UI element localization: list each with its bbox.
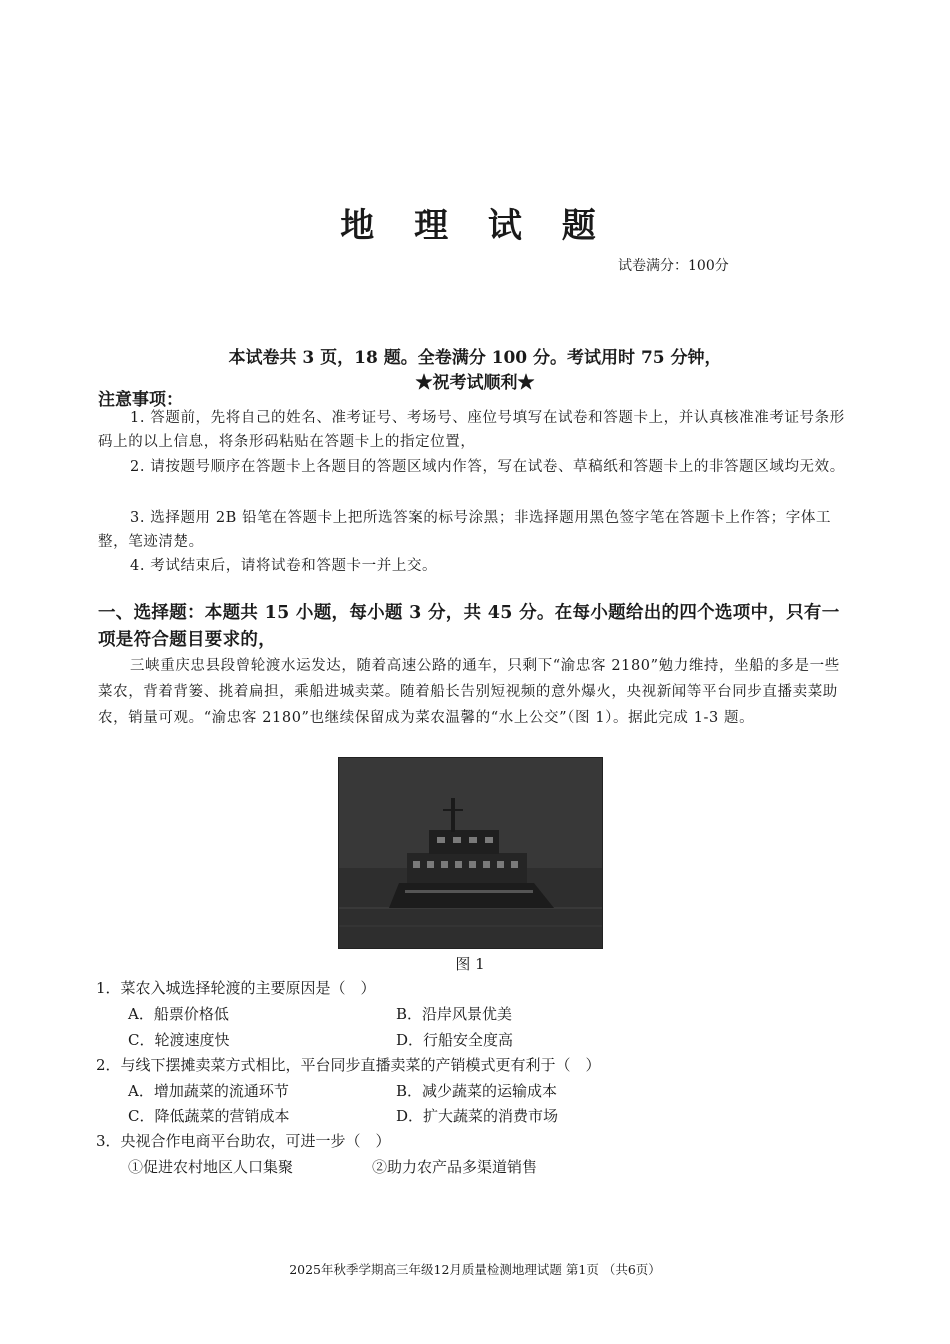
question-3-option-2: ②助力农产品多渠道销售 xyxy=(372,1158,538,1176)
exam-summary: 本试卷共 3 页，18 题。全卷满分 100 分。考试用时 75 分钟， xyxy=(228,348,722,368)
reading-passage: 三峡重庆忠县段曾轮渡水运发达，随着高速公路的通车，只剩下“渝忠客 2180”勉力维持，坐船的多是一些菜农，背着背篓、挑着扁担，乘船进城卖菜。随着船长告别短视频的意外爆火，央视新闻等平台同步直播卖菜助农，销量可观。“渝忠客 2180”也继续保留成为菜农温馨的“水上公交”（图 1）。据此完成 1-3 题。 xyxy=(98,658,840,726)
question-1-option-d: D．行船安全度高 xyxy=(396,1031,514,1049)
exam-wish: ★祝考试顺利★ xyxy=(415,373,535,393)
page-footer: 2025年秋季学期高三年级12月质量检测地理试题 第1页 （共6页） xyxy=(289,1262,661,1277)
ferry-illustration xyxy=(339,758,602,948)
question-1-stem: 1．菜农入城选择轮渡的主要原因是（ ） xyxy=(96,979,376,997)
notice-item-1: 1. 答题前，先将自己的姓名、准考证号、考场号、座位号填写在试卷和答题卡上，并认真核准准考证号条形码上的以上信息，将条形码粘贴在答题卡上的指定位置， xyxy=(98,410,845,450)
ferry-photo xyxy=(338,757,603,949)
page-title: 地 理 试 题 xyxy=(340,206,610,246)
figure-caption: 图 1 xyxy=(455,955,485,973)
question-3-option-1: ①促进农村地区人口集聚 xyxy=(128,1158,294,1176)
full-score: 试卷满分：100分 xyxy=(618,258,729,274)
notice-item-3: 3. 选择题用 2B 铅笔在答题卡上把所选答案的标号涂黑；非选择题用黑色签字笔在答题卡上作答；字体工整，笔迹清楚。 xyxy=(98,510,832,550)
question-1-option-b: B．沿岸风景优美 xyxy=(396,1005,513,1023)
notice-item-4: 4. 考试结束后，请将试卷和答题卡一并上交。 xyxy=(130,558,438,574)
question-1-option-c: C．轮渡速度快 xyxy=(128,1031,230,1049)
section-heading: 一、选择题：本题共 15 小题，每小题 3 分，共 45 分。在每小题给出的四个选项中，只有一项是符合题目要求的， xyxy=(98,603,840,650)
question-3-stem: 3．央视合作电商平台助农，可进一步（ ） xyxy=(96,1132,391,1150)
notice-heading: 注意事项： xyxy=(98,390,183,410)
question-2-option-a: A．增加蔬菜的流通环节 xyxy=(128,1082,289,1100)
question-2-option-b: B．减少蔬菜的运输成本 xyxy=(396,1082,558,1100)
question-1-option-a: A．船票价格低 xyxy=(128,1005,229,1023)
question-2-option-d: D．扩大蔬菜的消费市场 xyxy=(396,1107,559,1125)
question-2-option-c: C．降低蔬菜的营销成本 xyxy=(128,1107,290,1125)
question-2-stem: 2．与线下摆摊卖菜方式相比，平台同步直播卖菜的产销模式更有利于（ ） xyxy=(96,1056,601,1074)
notice-item-2: 2. 请按题号顺序在答题卡上各题目的答题区域内作答，写在试卷、草稿纸和答题卡上的非答题区域均无效。 xyxy=(130,459,845,475)
